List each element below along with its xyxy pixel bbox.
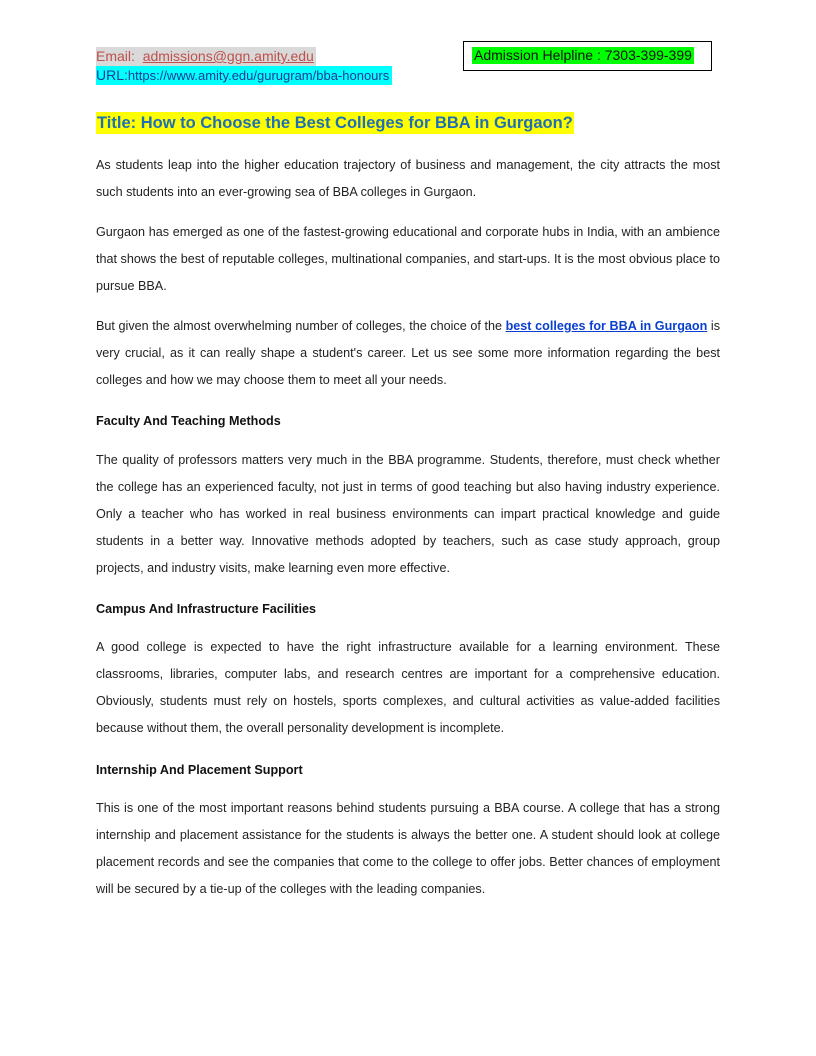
email-link[interactable]: admissions@ggn.amity.edu: [142, 48, 314, 64]
section-text-campus: A good college is expected to have the right infrastructure available for a learning environment. These classrooms, libraries, computer labs, and research centres are important for a comprehensive education. Obviously, students must rely on hostels, sports complexes, and cultural activities as value-added facilities because without them, the overall personality development is incomplete.: [96, 640, 720, 735]
email-label: Email:: [96, 48, 135, 64]
p3-text-before: But given the almost overwhelming number of colleges, the choice of the: [96, 319, 506, 333]
section-heading-campus: Campus And Infrastructure Facilities: [96, 602, 316, 616]
section-heading-faculty: Faculty And Teaching Methods: [96, 414, 281, 428]
p3-text-after: is very crucial, as it can really shape a student's career. Let us see some more information regarding the best colleges and how we may choose them to meet all your needs.: [96, 319, 721, 387]
intro-paragraph-2: Gurgaon has emerged as one of the fastest-growing educational and corporate hubs in India, with an ambience that shows the best of reputable colleges, multinational companies, and start-ups. It is the most obvious place to pursue BBA.: [96, 225, 720, 293]
helpline-text: Admission Helpline : 7303-399-399: [474, 47, 692, 63]
page-title: Title: How to Choose the Best Colleges for BBA in Gurgaon?: [97, 114, 573, 132]
url-label: URL:: [96, 67, 128, 83]
best-colleges-link[interactable]: best colleges for BBA in Gurgaon: [505, 319, 708, 333]
section-text-internship: This is one of the most important reasons behind students pursuing a BBA course. A college that has a strong internship and placement assistance for the students is always the better one. A student should look at college placement records and see the companies that come to the college to offer jobs. Better chances of employment will be secured by a tie-up of the colleges with the leading companies.: [96, 801, 720, 896]
email-line: [96, 47, 316, 66]
intro-paragraph-3: [96, 313, 720, 394]
helpline-box: [463, 41, 712, 71]
section-heading-internship: Internship And Placement Support: [96, 763, 303, 777]
section-text-faculty: The quality of professors matters very much in the BBA programme. Students, therefore, must check whether the college has an experienced faculty, not just in terms of good teaching but also having industry experience. Only a teacher who has worked in real business environments can impart practical knowledge and guide students in a better way. Innovative methods adopted by teachers, such as case study approach, group projects, and industry visits, make learning even more effective.: [96, 453, 720, 575]
url-link[interactable]: https://www.amity.edu/gurugram/bba-honours: [127, 68, 390, 83]
contact-block: [96, 47, 392, 85]
url-line: [96, 66, 392, 85]
intro-paragraph-1: As students leap into the higher education trajectory of business and management, the city attracts the most such students into an ever-growing sea of BBA colleges in Gurgaon.: [96, 158, 720, 199]
